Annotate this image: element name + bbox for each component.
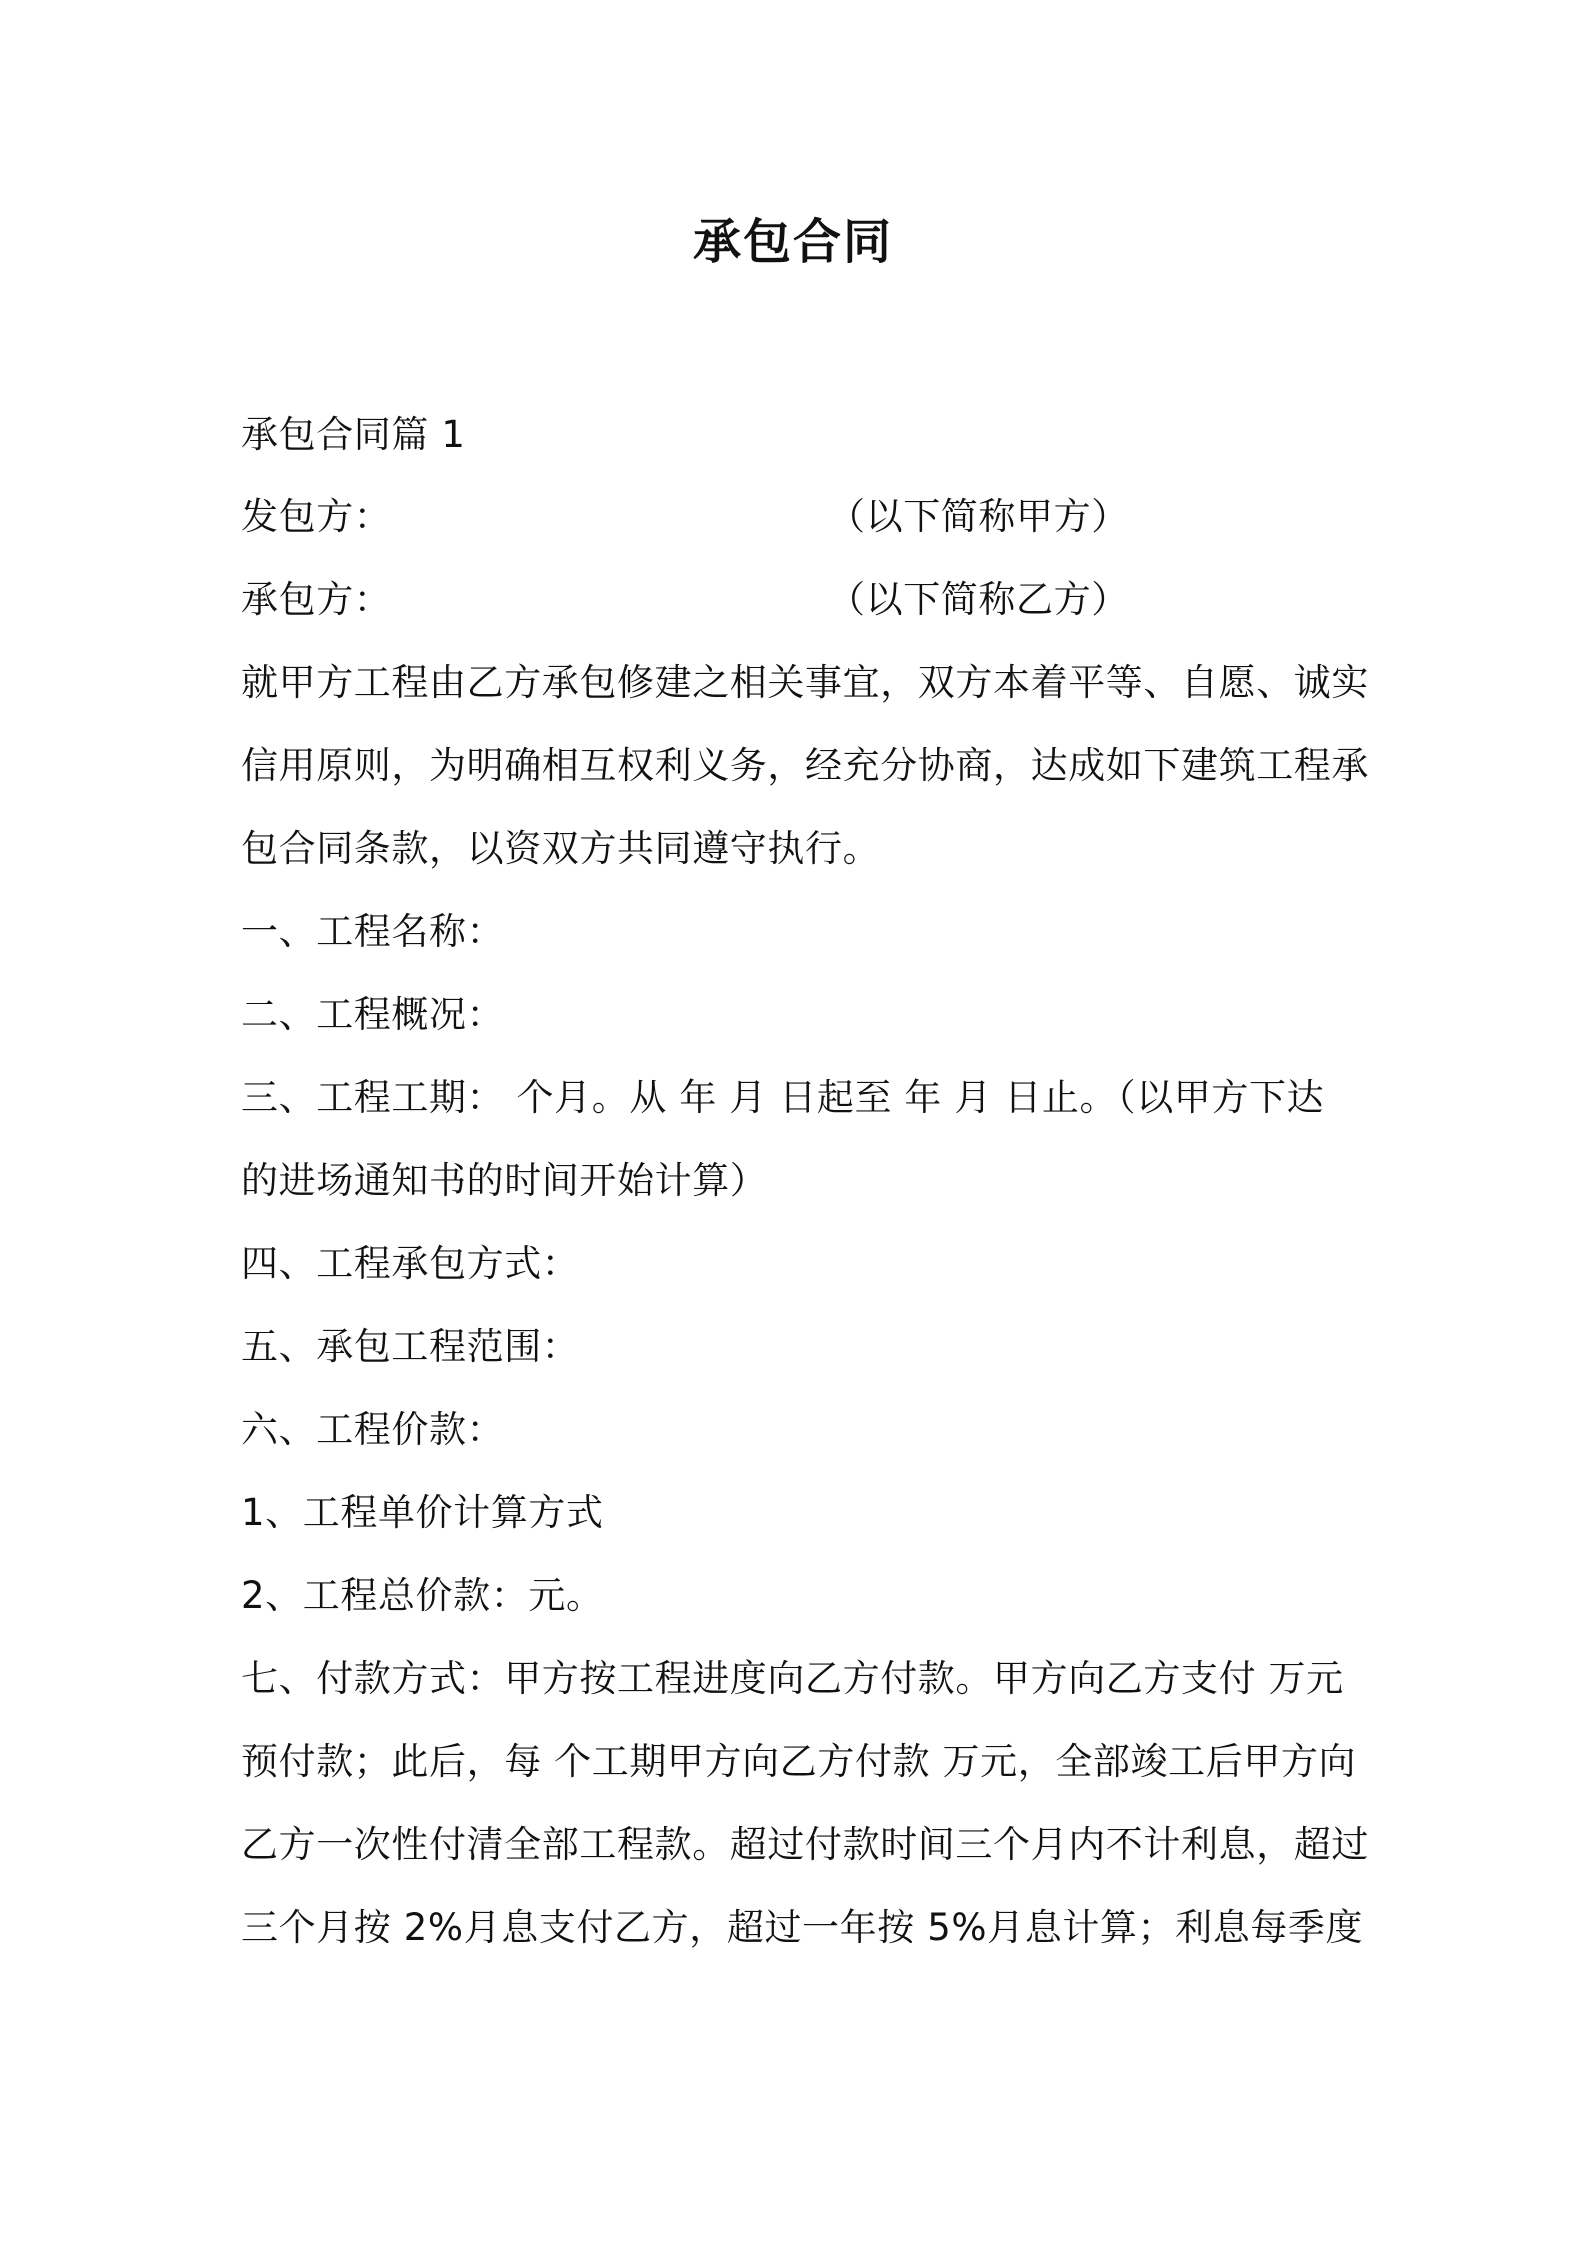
clause-7-line-3: 乙方一次性付清全部工程款。超过付款时间三个月内不计利息，超过 [241, 1823, 1369, 1866]
clause-7-line-2: 预付款；此后，每 个工期甲方向乙方付款 万元，全部竣工后甲方向 [241, 1740, 1357, 1783]
clause-3-line-2: 的进场通知书的时间开始计算） [241, 1159, 768, 1202]
party-b-note: （以下简称乙方） [828, 578, 1129, 621]
clause-6-item-2: 2、工程总价款：元。 [241, 1574, 604, 1617]
clause-4: 四、工程承包方式： [241, 1242, 580, 1285]
section-heading: 承包合同篇 1 [241, 413, 466, 456]
clause-7-line-4: 三个月按 2%月息支付乙方，超过一年按 5%月息计算；利息每季度 [241, 1906, 1364, 1949]
party-a-label: 发包方： [241, 495, 392, 538]
intro-line-2: 信用原则，为明确相互权利义务，经充分协商，达成如下建筑工程承 [241, 744, 1369, 787]
clause-2: 二、工程概况： [241, 993, 505, 1036]
clause-6-item-1: 1、工程单价计算方式 [241, 1491, 604, 1534]
clause-5: 五、承包工程范围： [241, 1325, 580, 1368]
document-title: 承包合同 [692, 214, 893, 270]
clause-6: 六、工程价款： [241, 1408, 505, 1451]
party-a-note: （以下简称甲方） [828, 495, 1129, 538]
clause-1: 一、工程名称： [241, 910, 505, 953]
clause-3-line-1: 三、工程工期： 个月。从 年 月 日起至 年 月 日止。（以甲方下达 [241, 1076, 1325, 1119]
party-b-label: 承包方： [241, 578, 392, 621]
clause-7-line-1: 七、付款方式：甲方按工程进度向乙方付款。甲方向乙方支付 万元 [241, 1657, 1344, 1700]
intro-line-3: 包合同条款，以资双方共同遵守执行。 [241, 827, 881, 870]
intro-line-1: 就甲方工程由乙方承包修建之相关事宜，双方本着平等、自愿、诚实 [241, 661, 1369, 704]
